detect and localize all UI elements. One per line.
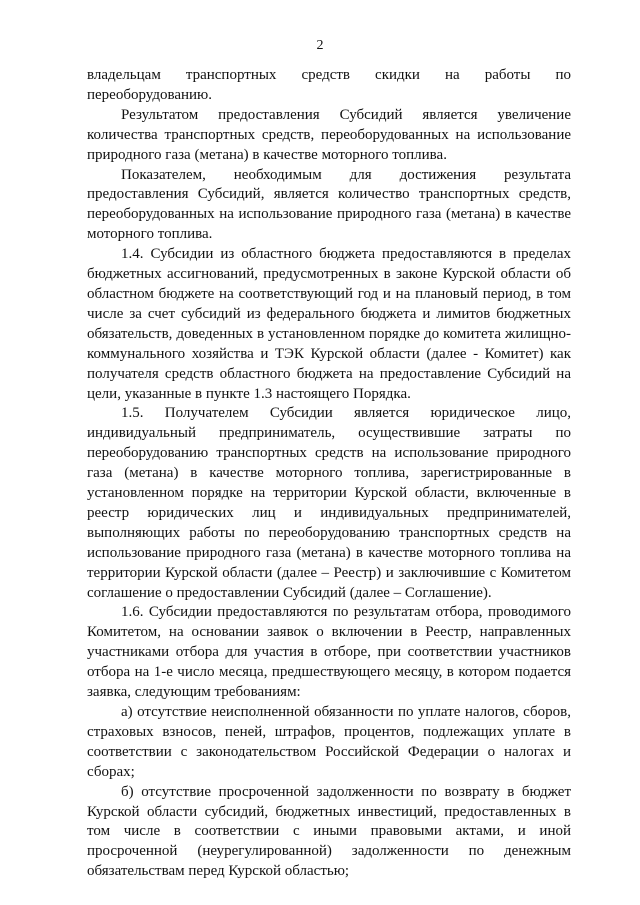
paragraph-1-5: 1.5. Получателем Субсидии является юридическое лицо, индивидуальный предприниматель, осуществившие затраты по переоборудованию транспортных средств на использование природного газа (метана) в качестве моторного топлива, зарегистрированные в установленном порядке на территории Курской области, включенные в реестр юридических лиц и индивидуальных предпринимателей, выполняющих работы по переоборудованию транспортных средств на использование природного газа (метана) в качестве моторного топлива на территории Курской области (далее – Реестр) и заключившие с Комитетом соглашение о предоставлении Субсидий (далее – Соглашение). [87,405,571,601]
page-number: 2 [316,38,324,53]
paragraph-continuation: владельцам транспортных средств скидки на работы по переоборудованию. [87,67,571,103]
paragraph-result: Результатом предоставления Субсидий является увеличение количества транспортных средств, переоборудованных на использование природного газа (метана) в качестве моторного топлива. [87,106,571,163]
paragraph-1-6: 1.6. Субсидии предоставляются по результатам отбора, проводимого Комитетом, на основании заявок о включении в Реестр, направленных участниками отбора для участия в отборе, при соответствии участников отбора на 1-е число месяца, предшествующего месяцу, в котором подается заявка, следующим требованиям: [87,604,571,701]
paragraph-item-a: а) отсутствие неисполненной обязанности по уплате налогов, сборов, страховых взносов, пеней, штрафов, процентов, подлежащих уплате в соответствии с законодательством Российской Федерации о налогах и сборах; [87,704,571,780]
document-body [87,66,571,882]
paragraph-1-4: 1.4. Субсидии из областного бюджета предоставляются в пределах бюджетных ассигнований, предусмотренных в законе Курской области об областном бюджете на соответствующий год и на плановый период, в том числе за счет субсидий из федерального бюджета и лимитов бюджетных обязательств, доведенных в установленном порядке до комитета жилищно-коммунального хозяйства и ТЭК Курской области (далее - Комитет) как получателя средств областного бюджета на предоставление Субсидий на цели, указанные в пункте 1.3 настоящего Порядка. [87,246,571,402]
paragraph-item-b: б) отсутствие просроченной задолженности по возврату в бюджет Курской области субсидий, бюджетных инвестиций, предоставленных в том числе в соответствии с иными правовыми актами, и иной просроченной (неурегулированной) задолженности по денежным обязательствам перед Курской областью; [87,783,571,880]
paragraph-indicator: Показателем, необходимым для достижения результата предоставления Субсидий, является количество транспортных средств, переоборудованных на использование природного газа (метана) в качестве моторного топлива. [87,166,571,243]
